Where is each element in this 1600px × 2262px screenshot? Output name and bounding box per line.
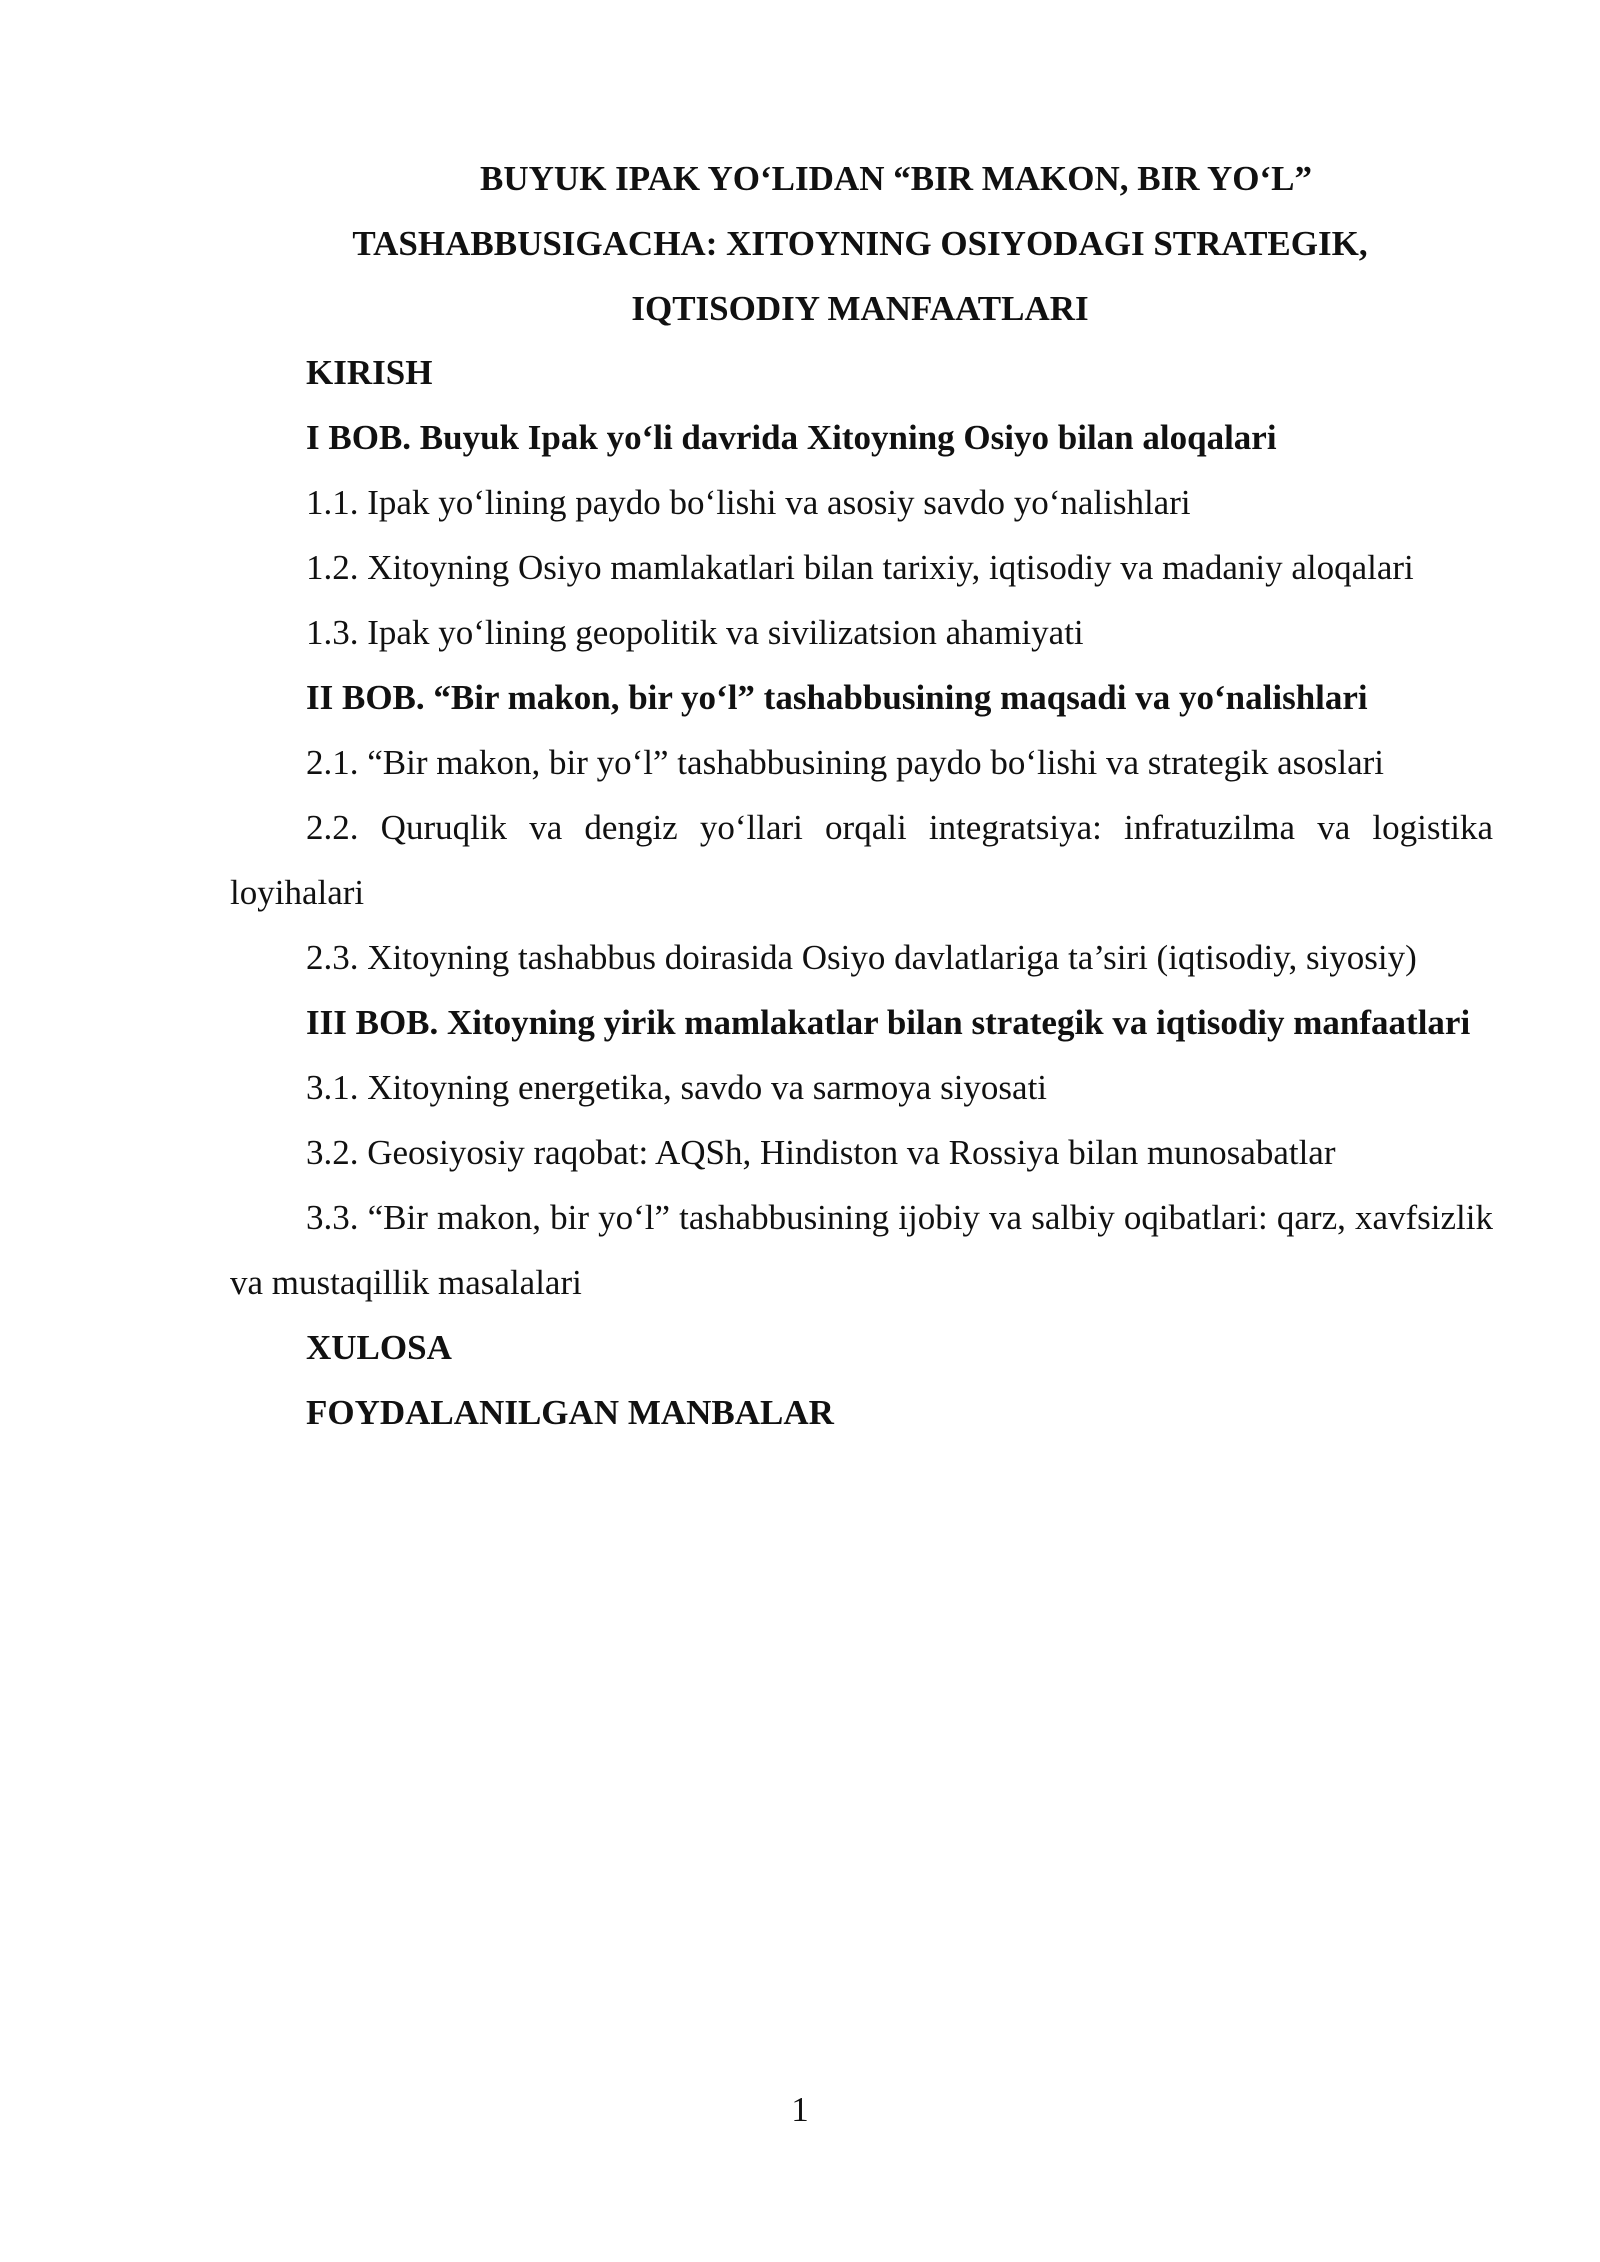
page-number: 1 <box>791 2090 809 2129</box>
toc-section-3-1: 3.1. Xitoyning energetika, savdo va sarmoya siyosati <box>306 1068 1048 1107</box>
title-line-3: IQTISODIY MANFAATLARI <box>631 289 1089 328</box>
title-line-1: BUYUK IPAK YO‘LIDAN “BIR MAKON, BIR YO‘L” <box>480 159 1312 198</box>
toc-entry-kirish: KIRISH <box>306 353 433 392</box>
toc-section-2-1: 2.1. “Bir makon, bir yo‘l” tashabbusining paydo bo‘lishi va strategik asoslari <box>306 743 1384 782</box>
toc-chapter-2: II BOB. “Bir makon, bir yo‘l” tashabbusining maqsadi va yo‘nalishlari <box>306 678 1368 717</box>
document-title <box>230 146 1490 341</box>
toc-section-2-2: 2.2. Quruqlik va dengiz yo‘llari orqali integratsiya: infratuzilma va logistika loyihalari <box>230 808 1493 912</box>
table-of-contents <box>230 340 1493 1445</box>
toc-section-1-2: 1.2. Xitoyning Osiyo mamlakatlari bilan tarixiy, iqtisodiy va madaniy aloqalari <box>306 548 1414 587</box>
toc-section-1-3: 1.3. Ipak yo‘lining geopolitik va sivilizatsion ahamiyati <box>306 613 1084 652</box>
toc-section-3-2: 3.2. Geosiyosiy raqobat: AQSh, Hindiston va Rossiya bilan munosabatlar <box>306 1133 1336 1172</box>
toc-entry-manbalar: FOYDALANILGAN MANBALAR <box>306 1393 834 1432</box>
toc-entry-xulosa: XULOSA <box>306 1328 452 1367</box>
toc-chapter-3: III BOB. Xitoyning yirik mamlakatlar bilan strategik va iqtisodiy manfaatlari <box>306 1003 1471 1042</box>
toc-chapter-1: I BOB. Buyuk Ipak yo‘li davrida Xitoyning Osiyo bilan aloqalari <box>306 418 1277 457</box>
toc-section-2-3: 2.3. Xitoyning tashabbus doirasida Osiyo davlatlariga ta’siri (iqtisodiy, siyosiy) <box>306 938 1417 977</box>
title-line-2: TASHABBUSIGACHA: XITOYNING OSIYODAGI STRATEGIK, <box>352 224 1368 263</box>
toc-section-1-1: 1.1. Ipak yo‘lining paydo bo‘lishi va asosiy savdo yo‘nalishlari <box>306 483 1191 522</box>
toc-section-3-3: 3.3. “Bir makon, bir yo‘l” tashabbusining ijobiy va salbiy oqibatlari: qarz, xavfsizlik va mustaqillik masalalari <box>230 1198 1493 1302</box>
